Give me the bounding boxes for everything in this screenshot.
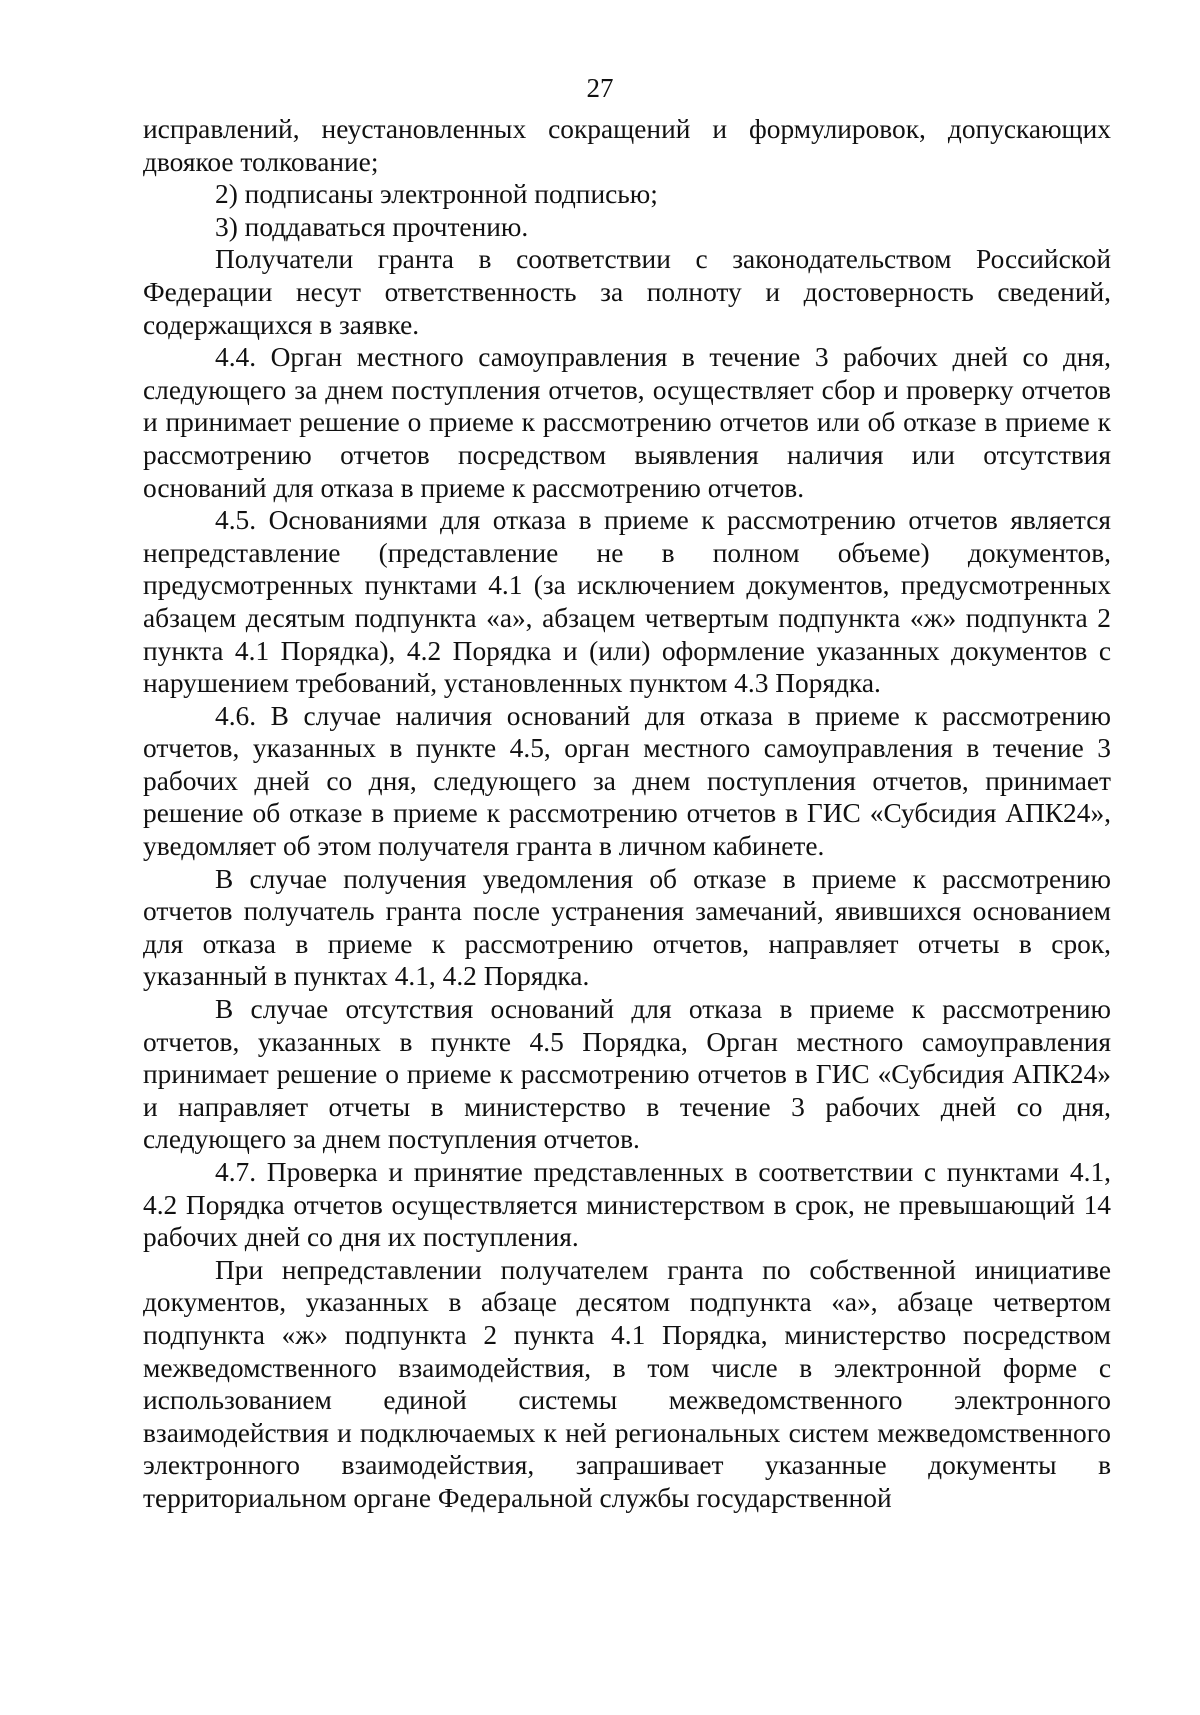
paragraph-interagency-request: При непредставлении получателем гранта по собственной инициативе документов, указанных в абзаце десятом подпункта «а», абзаце четвертом подпункта «ж» подпункта 2 пункта 4.1 Порядка, министерство посредством межведомственного взаимодействия, в том числе в электронной форме с использованием единой системы межведомственного электронного взаимодействия и подключаемых к ней региональных систем межведомственного электронного взаимодействия, запрашивает указанные документы в территориальном органе Федеральной службы государственной bbox=[143, 1254, 1111, 1513]
paragraph-4-6: 4.6. В случае наличия оснований для отказа в приеме к рассмотрению отчетов, указанных в пункте 4.5, орган местного самоуправления в течение 3 рабочих дней со дня, следующего за днем поступления отчетов, принимает решение об отказе в приеме к рассмотрению отчетов в ГИС «Субсидия АПК24», уведомляет об этом получателя гранта в личном кабинете. bbox=[143, 700, 1111, 862]
paragraph-4-7: 4.7. Проверка и принятие представленных в соответствии с пунктами 4.1, 4.2 Порядка отчетов осуществляется министерством в срок, не превышающий 14 рабочих дней со дня их поступления. bbox=[143, 1157, 1111, 1253]
document-body bbox=[143, 113, 1111, 1515]
list-item-2: 2) подписаны электронной подписью; bbox=[215, 179, 658, 210]
paragraph-no-grounds: В случае отсутствия оснований для отказа в приеме к рассмотрению отчетов, указанных в пункте 4.5 Порядка, Орган местного самоуправления принимает решение о приеме к рассмотрению отчетов в ГИС «Субсидия АПК24» и направляет отчеты в министерство в течение 3 рабочих дней со дня, следующего за днем поступления отчетов. bbox=[143, 994, 1111, 1155]
paragraph-4-4: 4.4. Орган местного самоуправления в течение 3 рабочих дней со дня, следующего за днем поступления отчетов, осуществляет сбор и проверку отчетов и принимает решение о приеме к рассмотрению отчетов или об отказе в приеме к рассмотрению отчетов посредством выявления наличия или отсутствия оснований для отказа в приеме к рассмотрению отчетов. bbox=[143, 342, 1111, 503]
page-number: 27 bbox=[586, 73, 614, 103]
paragraph-grantees-responsibility: Получатели гранта в соответствии с законодательством Российской Федерации несут ответственность за полноту и достоверность сведений, содержащихся в заявке. bbox=[143, 244, 1111, 340]
paragraph-4-5: 4.5. Основаниями для отказа в приеме к рассмотрению отчетов является непредставление (представление не в полном объеме) документов, предусмотренных пунктами 4.1 (за исключением документов, предусмотренных абзацем десятым подпункта «а», абзацем четвертым подпункта «ж» подпункта 2 пункта 4.1 Порядка), 4.2 Порядка и (или) оформление указанных документов с нарушением требований, установленных пунктом 4.3 Порядка. bbox=[143, 505, 1111, 699]
list-item-3: 3) поддаваться прочтению. bbox=[215, 211, 529, 242]
paragraph-continuation: исправлений, неустановленных сокращений и формулировок, допускающих двоякое толкование; bbox=[143, 114, 1111, 177]
paragraph-refusal-notice: В случае получения уведомления об отказе в приеме к рассмотрению отчетов получатель гранта после устранения замечаний, явившихся основанием для отказа в приеме к рассмотрению отчетов, направляет отчеты в срок, указанный в пунктах 4.1, 4.2 Порядка. bbox=[143, 863, 1111, 992]
